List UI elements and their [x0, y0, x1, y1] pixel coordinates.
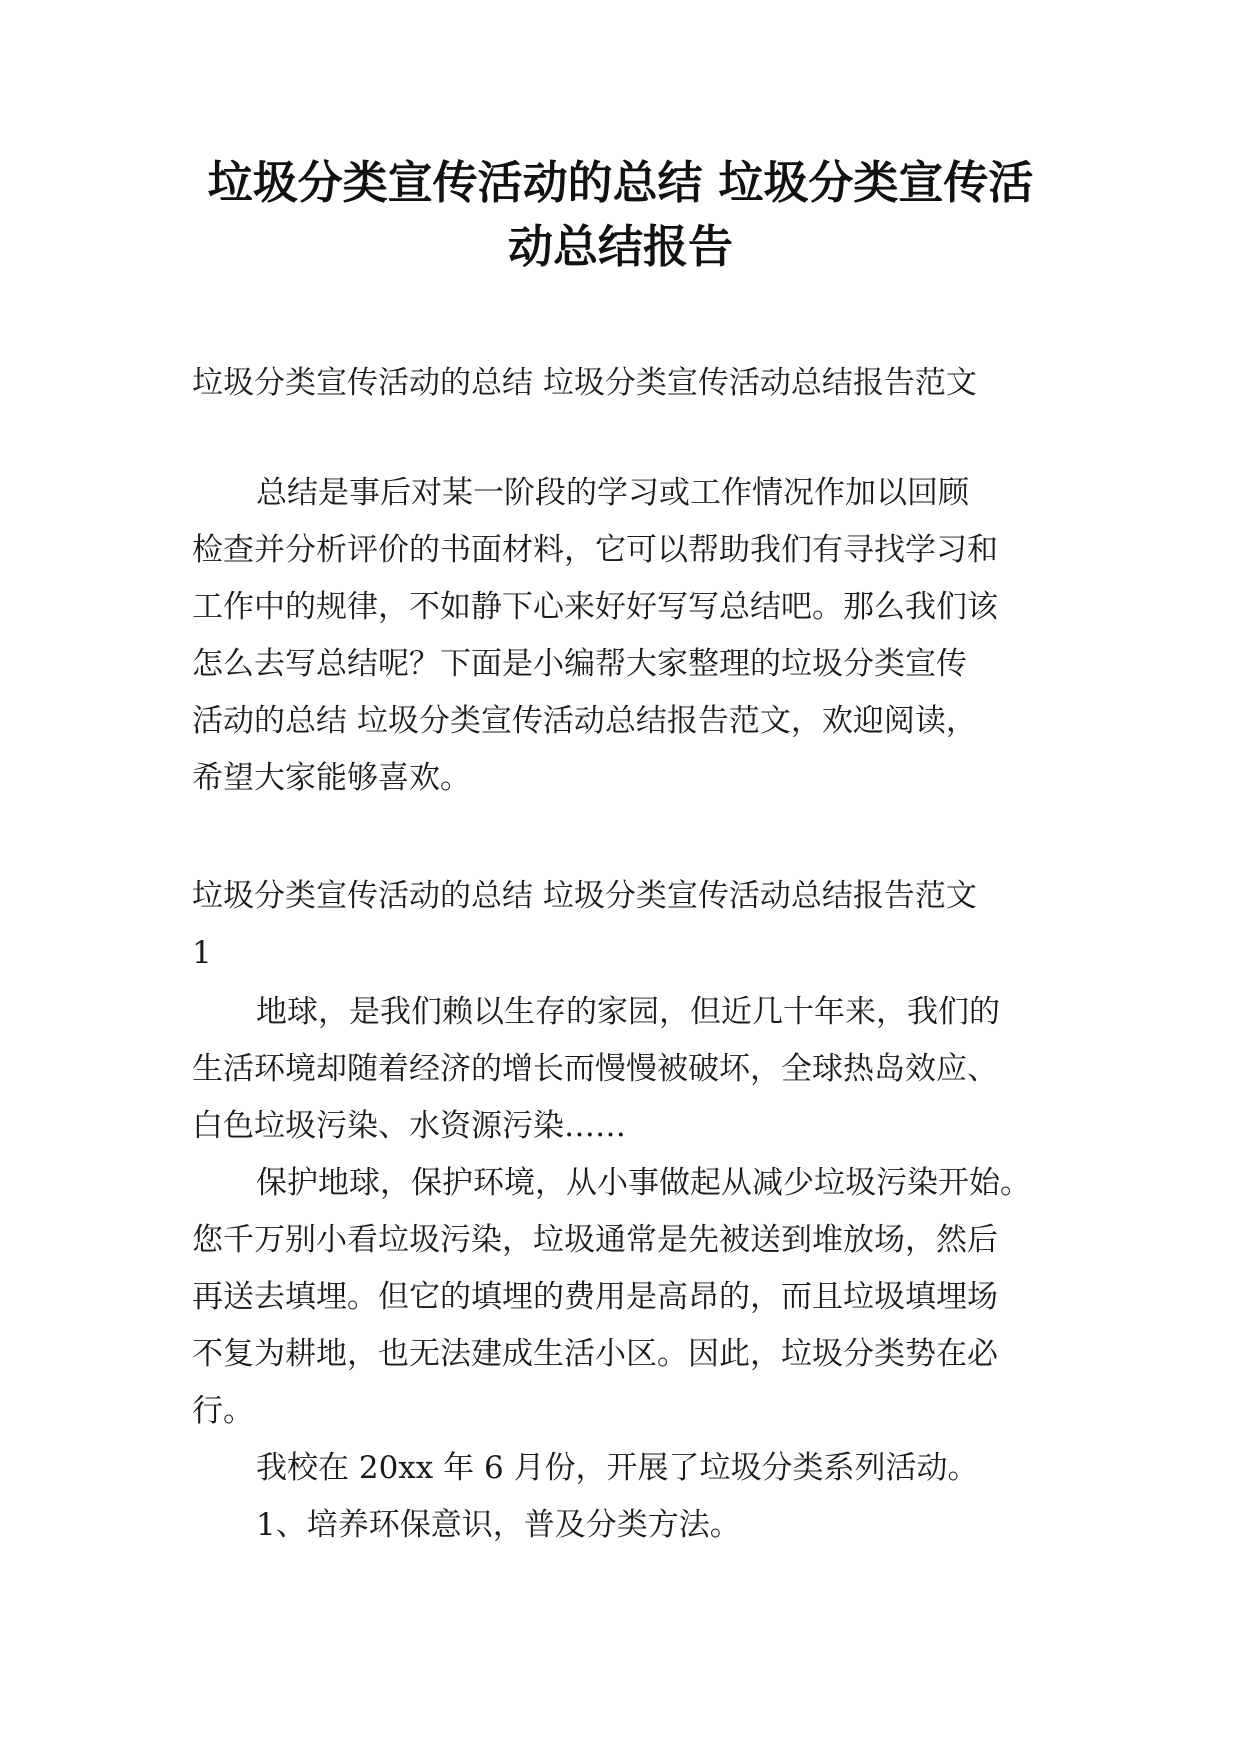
- paragraph-line: 再送去填埋。但它的填埋的费用是高昂的，而且垃圾填埋场: [192, 1279, 998, 1315]
- intro-line: 活动的总结 垃圾分类宣传活动总结报告范文，欢迎阅读，: [192, 703, 977, 739]
- intro-line: 怎么去写总结呢？下面是小编帮大家整理的垃圾分类宣传: [192, 646, 967, 682]
- intro-line: 检查并分析评价的书面材料，它可以帮助我们有寻找学习和: [192, 532, 998, 568]
- document-title-line-2: 动总结报告: [507, 220, 733, 273]
- paragraph-line: 不复为耕地，也无法建成生活小区。因此，垃圾分类势在必: [192, 1336, 998, 1372]
- document-title-line-1: 垃圾分类宣传活动的总结 垃圾分类宣传活: [207, 156, 1034, 209]
- paragraph-line: 您千万别小看垃圾污染，垃圾通常是先被送到堆放场，然后: [192, 1222, 998, 1258]
- paragraph-line: 1、培养环保意识，普及分类方法。: [256, 1507, 741, 1543]
- intro-line: 总结是事后对某一阶段的学习或工作情况作加以回顾: [256, 475, 969, 511]
- paragraph-line: 白色垃圾污染、水资源污染……: [192, 1108, 626, 1144]
- document-subtitle: 垃圾分类宣传活动的总结 垃圾分类宣传活动总结报告范文: [192, 365, 977, 401]
- section-heading: 垃圾分类宣传活动的总结 垃圾分类宣传活动总结报告范文: [192, 878, 977, 914]
- paragraph-line: 生活环境却随着经济的增长而慢慢被破坏，全球热岛效应、: [192, 1051, 998, 1087]
- section-heading-number: 1: [192, 935, 212, 971]
- intro-line: 工作中的规律，不如静下心来好好写写总结吧。那么我们该: [192, 589, 998, 625]
- intro-line: 希望大家能够喜欢。: [192, 760, 471, 796]
- paragraph-line: 地球，是我们赖以生存的家园，但近几十年来，我们的: [256, 994, 1000, 1030]
- paragraph-line: 行。: [192, 1393, 254, 1429]
- paragraph-line: 保护地球，保护环境，从小事做起从减少垃圾污染开始。: [256, 1165, 1031, 1201]
- paragraph-line: 我校在 20xx 年 6 月份，开展了垃圾分类系列活动。: [256, 1450, 979, 1486]
